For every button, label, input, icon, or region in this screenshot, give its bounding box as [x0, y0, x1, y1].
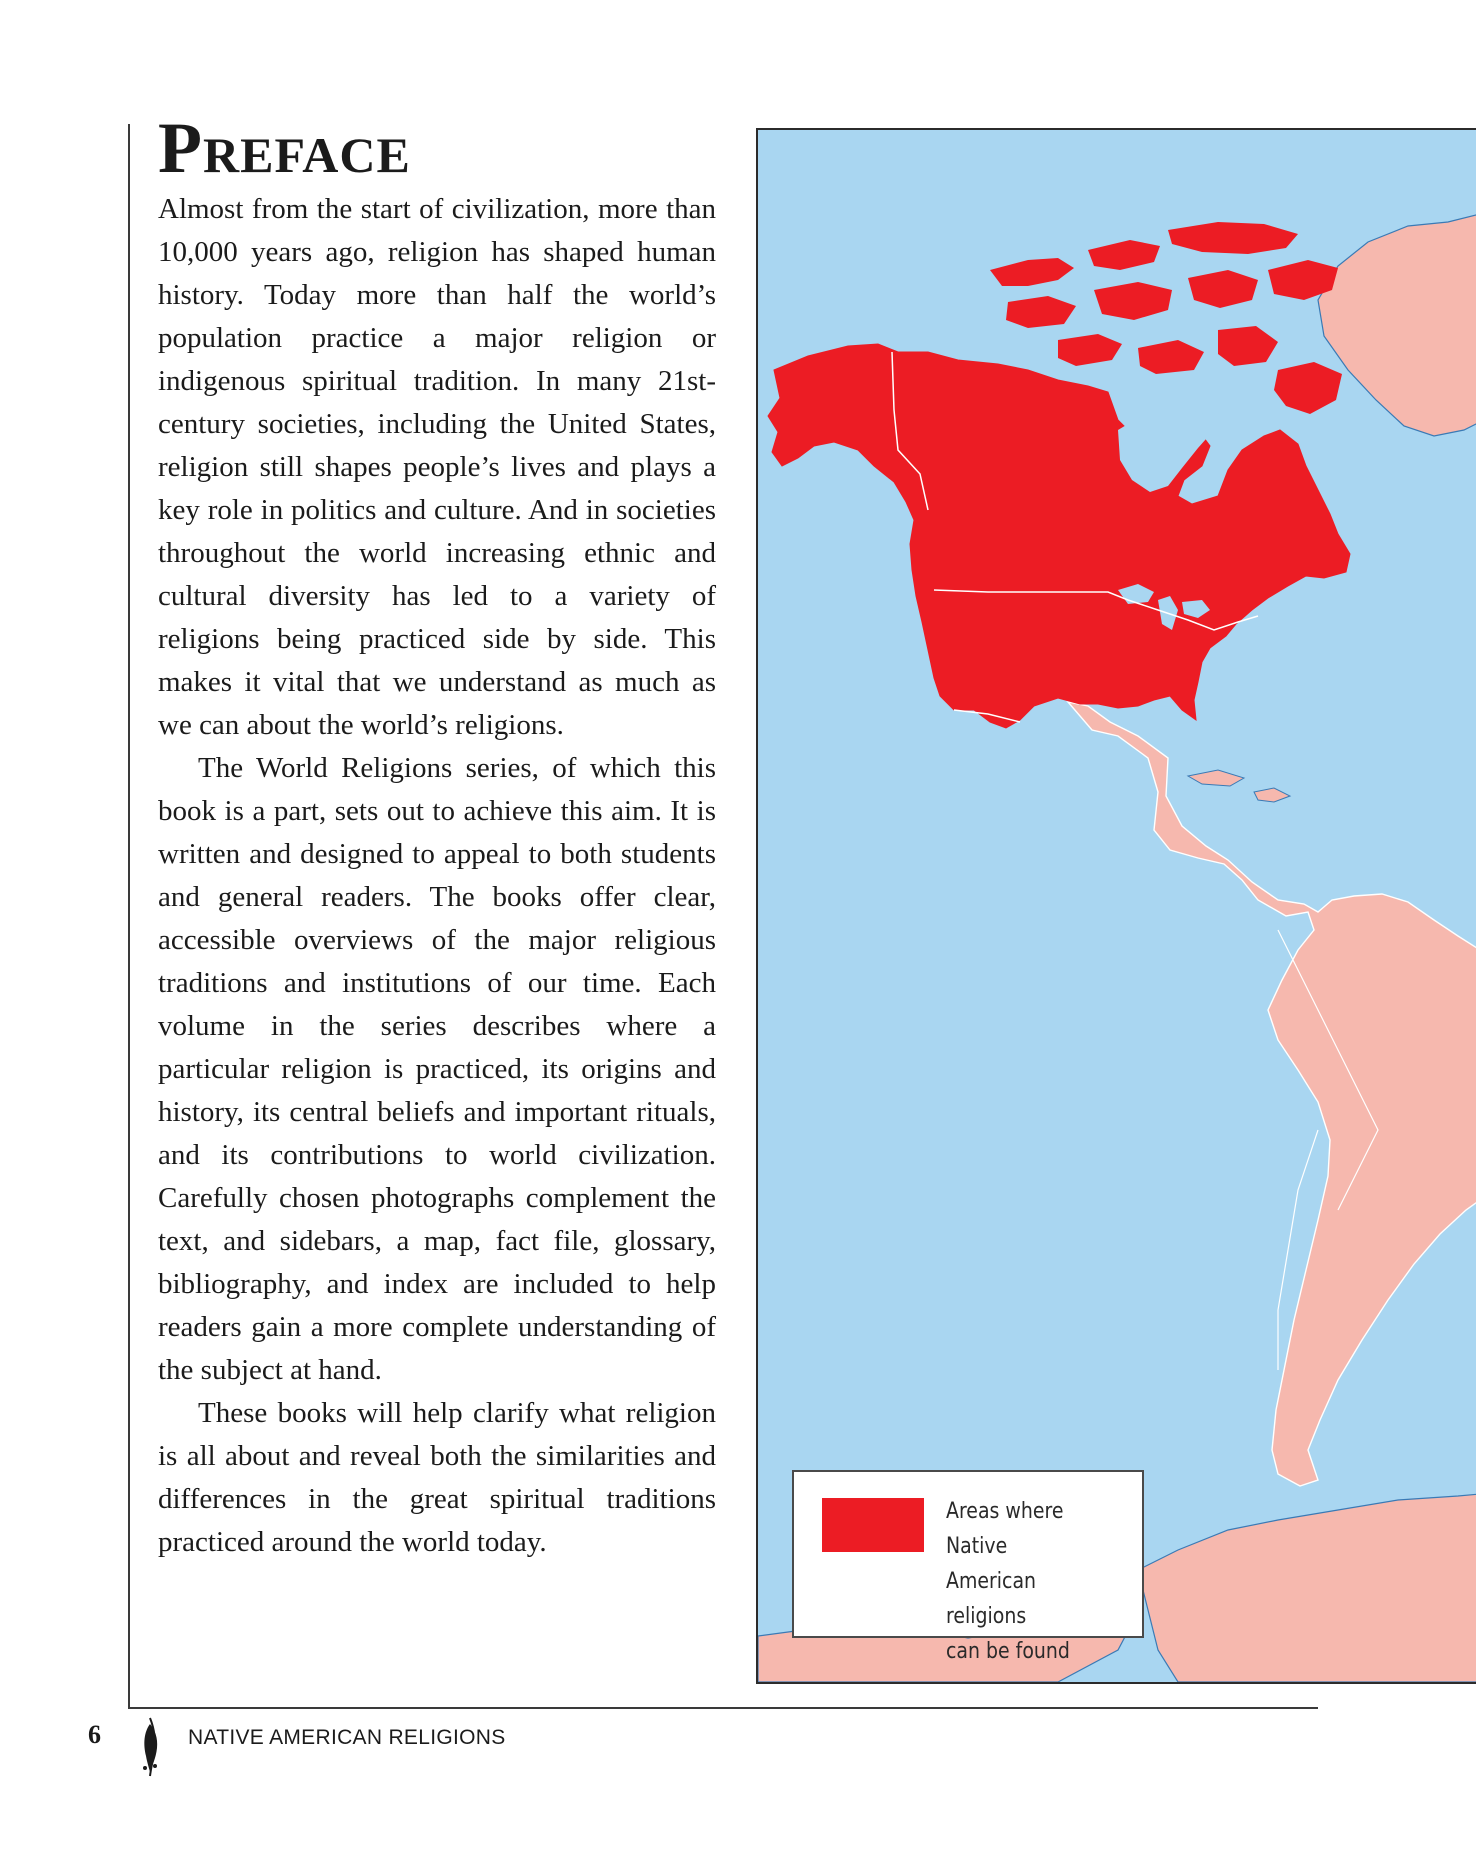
map-graphic: [758, 130, 1476, 1682]
legend-swatch-native-american-areas: [822, 1498, 924, 1552]
preface-paragraph-3: These books will help clarify what religion is all about and reveal both the similarities and differences in the great spiritual traditions practiced around the world today.: [158, 1397, 716, 1558]
feather-icon: [136, 1716, 164, 1780]
preface-column: [158, 108, 716, 1564]
footer-book-title: NATIVE AMERICAN RELIGIONS: [188, 1726, 506, 1749]
left-vertical-rule: [128, 124, 130, 1708]
legend-label: Areas where Native American religions can be found: [946, 1499, 1070, 1664]
footer-rule: [128, 1707, 1318, 1709]
preface-paragraph-1: Almost from the start of civilization, more than 10,000 years ago, religion has shaped human history. Today more than half the world’s population practice a major religion or indigenous spiritual tradition. In many 21st-century societies, including the United States, religion still shapes people’s lives and plays a key role in politics and culture. And in societies throughout the world increasing ethnic and cultural diversity has led to a variety of religions being practiced side by side. This makes it vital that we understand as much as we can about the world’s religions.: [158, 193, 716, 741]
americas-map: [756, 128, 1476, 1684]
preface-paragraph-2: The World Religions series, of which this book is a part, sets out to achieve this aim. It is written and designed to appeal to both students and general readers. The books offer clear, accessible overviews of the major religious traditions and institutions of our time. Each volume in the series describes where a particular religion is practiced, its origins and history, its central beliefs and important rituals, and its contributions to world civilization. Carefully chosen photographs complement the text, and sidebars, a map, fact file, glossary, bibliography, and index are included to help readers gain a more complete understanding of the subject at hand.: [158, 752, 716, 1386]
page-title: Preface: [158, 108, 411, 188]
page-number: 6: [88, 1720, 101, 1749]
map-legend: [792, 1470, 1144, 1664]
